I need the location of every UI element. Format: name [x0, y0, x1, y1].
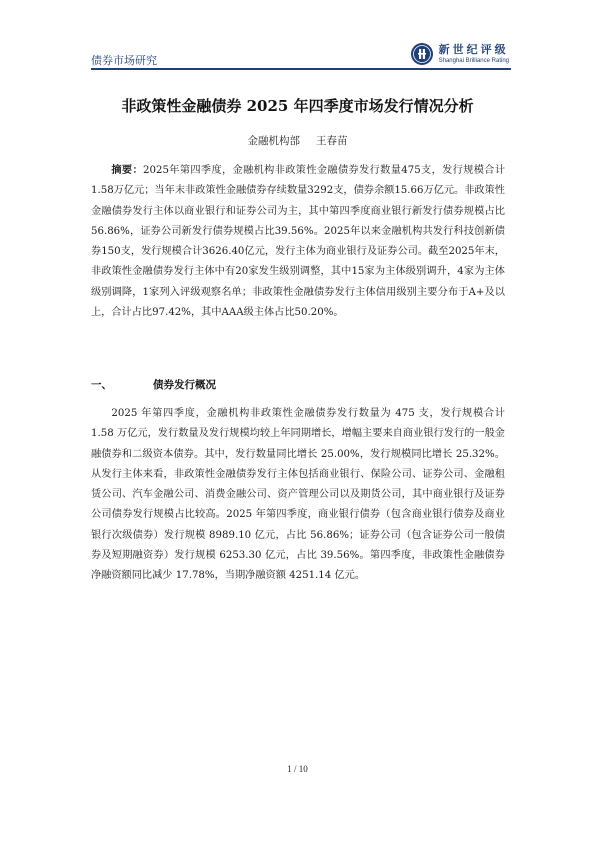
author-name: 王春苗 — [316, 135, 348, 147]
abstract-paragraph — [91, 160, 505, 323]
logo-chinese-name: 新世纪评级 — [438, 43, 509, 56]
section-heading — [91, 377, 216, 392]
abstract-label: 摘要： — [111, 164, 144, 176]
page-number: 1 / 10 — [287, 764, 308, 774]
section-title: 债券发行概况 — [153, 379, 216, 391]
brand-logo — [410, 40, 509, 68]
abstract-text: 2025年第四季度，金融机构非政策性金融债券发行数量475支，发行规模合计1.58万亿元；当年末非政策性金融债券存续数量3292支，债券余额15.66万亿元。非政策性金融债券发行主体以商业银行和证券公司为主，其中第四季度商业银行新发行债券规模占比56.86%，证券公司新发行债券规模占比39.56%。2025年以来金融机构共发行科技创新债券150支，发行规模合计3626.40亿元，发行主体为商业银行及证券公司。截至2025年末，非政策性金融债券发行主体中有20家发生级别调整，其中15家为主体级别调升，4家为主体级别调降，1家列入评级观察名单；非政策性金融债券发行主体信用级别主要分布于A+及以上，合计占比97.42%，其中AAA级主体占比50.20%。 — [91, 165, 506, 319]
author-department: 金融机构部 — [247, 135, 300, 147]
logo-english-name: Shanghai Brilliance Rating — [438, 58, 509, 64]
header-section-title: 债券市场研究 — [91, 54, 157, 67]
page-header — [91, 40, 511, 70]
author-line — [0, 133, 595, 148]
brand-logo-icon — [410, 42, 434, 66]
body-paragraph: 2025 年第四季度，金融机构非政策性金融债券发行数量为 475 支，发行规模合计 1.58 万亿元，发行数量及发行规模均较上年同期增长，增幅主要来自商业银行发行的一般金融债券和二级资本债券。其中，发行数量同比增长 25.00%，发行规模同比增长 25.32%。从发行主体来看，非政策性金融债券发行主体包括商业银行、保险公司、证券公司、金融租赁公司、汽车金融公司、消费金融公司、资产管理公司以及期货公司，其中商业银行及证券公司债券发行规模占比较高。2025 年第四季度，商业银行债券（包含商业银行债券及商业银行次级债券）发行规模 8989.10 亿元，占比 56.86%；证券公司（包含证券公司一般债券及短期融资券）发行规模 6253.30 亿元，占比 39.56%。第四季度，非政策性金融债券净融资额同比减少 17.78%，当期净融资额 4251.14 亿元。 — [91, 408, 505, 582]
document-title: 非政策性金融债券 2025 年四季度市场发行情况分析 — [121, 97, 474, 115]
section-number: 一、 — [91, 379, 112, 391]
